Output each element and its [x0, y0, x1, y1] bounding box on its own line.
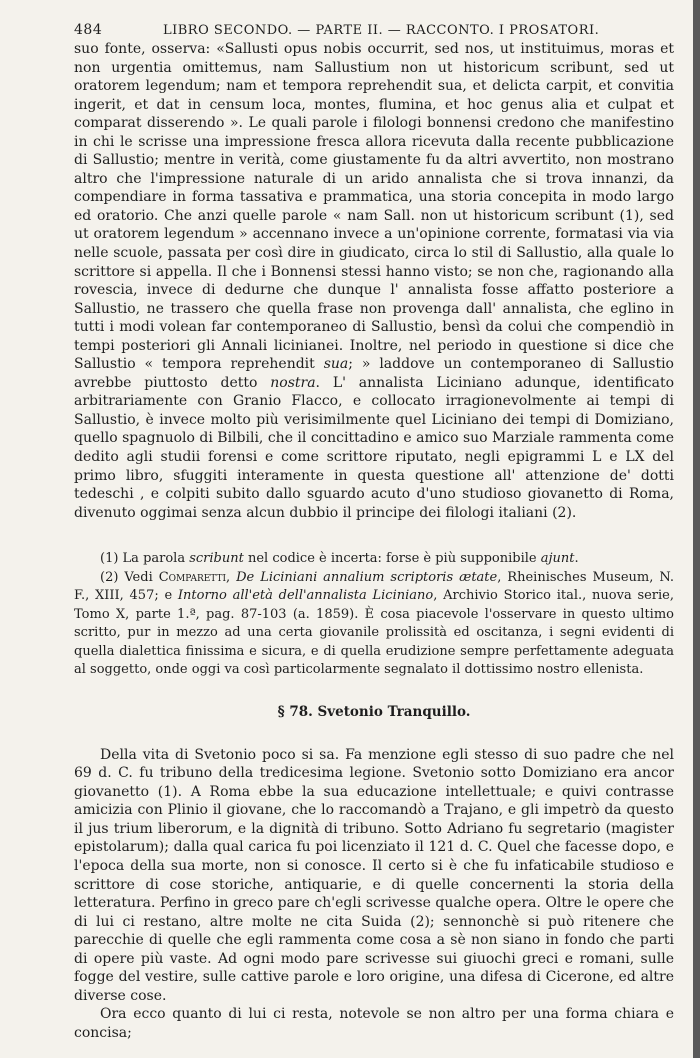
running-header — [74, 22, 674, 38]
paragraph-svetonio-life: Della vita di Svetonio poco si sa. Fa menzione egli stesso di suo padre che nel 69 d. C. fu tribuno della tredicesima legione. Svetonio sotto Domiziano era ancor giovanetto (1). A Roma ebbe la sua educazione intellettuale; e quivi contrasse amicizia con Plinio il giovane, che lo raccomandò a Trajano, e gli impetrò da questo il jus trium liberorum, e la dignità di tribuno. Sotto Adriano fu segretario (magister epistolarum); dalla qual carica fu poi licenziato il 121 d. C. Quel che facesse dopo, e l'epoca della sua morte, non si conosce. Il certo si è che fu infaticabile studioso e scrittore di cose storiche, antiquarie, e di quelle concernenti la storia della letteratura. Perfino in greco pare ch'egli scrivesse qualche opera. Oltre le opere che di lui ci restano, altre molte ne cita Suida (2); sennonchè si può ritenere che parecchie di quelle che egli rammenta come cosa a sè non siano in fondo che parti di opere più vaste. Ad ogni modo pare scrivesse sui giuochi greci e romani, sulle fogge del vestire, sulle cattive parole e loro origine, una difesa di Cicerone, ed altre diverse cose. — [74, 746, 674, 1004]
main-text — [74, 40, 674, 522]
section-text — [74, 746, 674, 1043]
running-title: LIBRO SECONDO. — PARTE II. — RACCONTO. I PROSATORI. — [162, 23, 600, 38]
book-page — [74, 22, 674, 1042]
paragraph-svetonio-works: Ora ecco quanto di lui ci resta, notevole se non altro per una forma chiara e concisa; — [74, 1006, 674, 1041]
paragraph-sallustio: suo fonte, osserva: «Sallusti opus nobis occurrit, sed nos, ut instituimus, moras et non urgentia omittemus, nam Sallustium non ut historicum scribunt, sed ut oratorem legendum; nam et tempora reprehendit sua, et delicta carpit, et convitia ingerit, et dat in censum loca, montes, flumina, et hoc genus alia et culpat et comparat disserendo ». Le quali parole i filologi bonnensi credono che manifestino in chi le scrisse una impressione fresca allora ricevuta dalla recente pubblicazione di Sallustio; mentre in verità, come giustamente fu da altri avvertito, non mostrano altro che l'impressione naturale di un arido annalista che si trova innanzi, da compendiare in forma tassativa e prammatica, una storia concepita in modo largo ed oratorio. Che anzi quelle parole « nam Sall. non ut historicum scribunt (1), sed ut oratorem legendum » accennano invece a un'opinione corrente, formatasi via via nelle scuole, passata per così dire in giudicato, circa lo stil di Sallustio, alla quale lo scrittore si appella. Il che i Bonnensi stessi hanno visto; se non che, ragionando alla rovescia, invece di dedurne che dunque l' annalista fosse affatto posteriore a Sallustio, ne trassero che quella frase non provenga dall' annalista, che eglino in tutti i modi volean far contemporaneo di Sallustio, bensì da colui che compendiò in tempi posteriori gli Annali licinianei. Inoltre, nel periodo in questione si dice che Sallustio « tempora reprehendit sua; » laddove un contemporaneo di Sallustio avrebbe piuttosto detto nostra. L' annalista Liciniano adunque, identificato arbitrariamente con Granio Flacco, e collocato irragionevolmente ai tempi di Sallustio, è invece molto più verisimilmente quel Liciniano dei tempi di Domiziano, quello spagnuolo di Bilbili, che il concittadino e amico suo Marziale rammenta come dedito agli studii forensi e come scrittore riputato, negli epigrammi L e LX del primo libro, sfuggiti interamente in questa questione all' attenzione de' dotti tedeschi , e colpiti subito dallo sguardo acuto d'uno studioso giovanetto di Roma, divenuto oggimai senza alcun dubbio il principe dei filologi italiani (2). — [74, 41, 674, 521]
scan-edge — [693, 0, 700, 1058]
section-heading: § 78. Svetonio Tranquillo. — [277, 703, 471, 720]
footnotes — [74, 550, 674, 680]
footnote-1: (1) La parola scribunt nel codice è incerta: forse è più supponibile ajunt. — [100, 551, 579, 567]
footnote-2: (2) Vedi Comparetti, De Liciniani annalium scriptoris ætate, Rheinisches Museum, N. F., XIII, 457; e Intorno all'età dell'annalista Liciniano, Archivio Storico ital., nuova serie, Tomo X, parte 1.ª, pag. 87-103 (a. 1859). È cosa piacevole l'osservare in questo ultimo scritto, pur in mezzo ad una certa giovanile prolissità ed oscitanza, i segni evidenti di quella dialettica finissima e sicura, e di quella erudizione sempre perfettamente adeguata al soggetto, onde oggi va così particolarmente segnalato il dottissimo nostro ellenista. — [74, 569, 675, 678]
page-number: 484 — [74, 22, 103, 38]
